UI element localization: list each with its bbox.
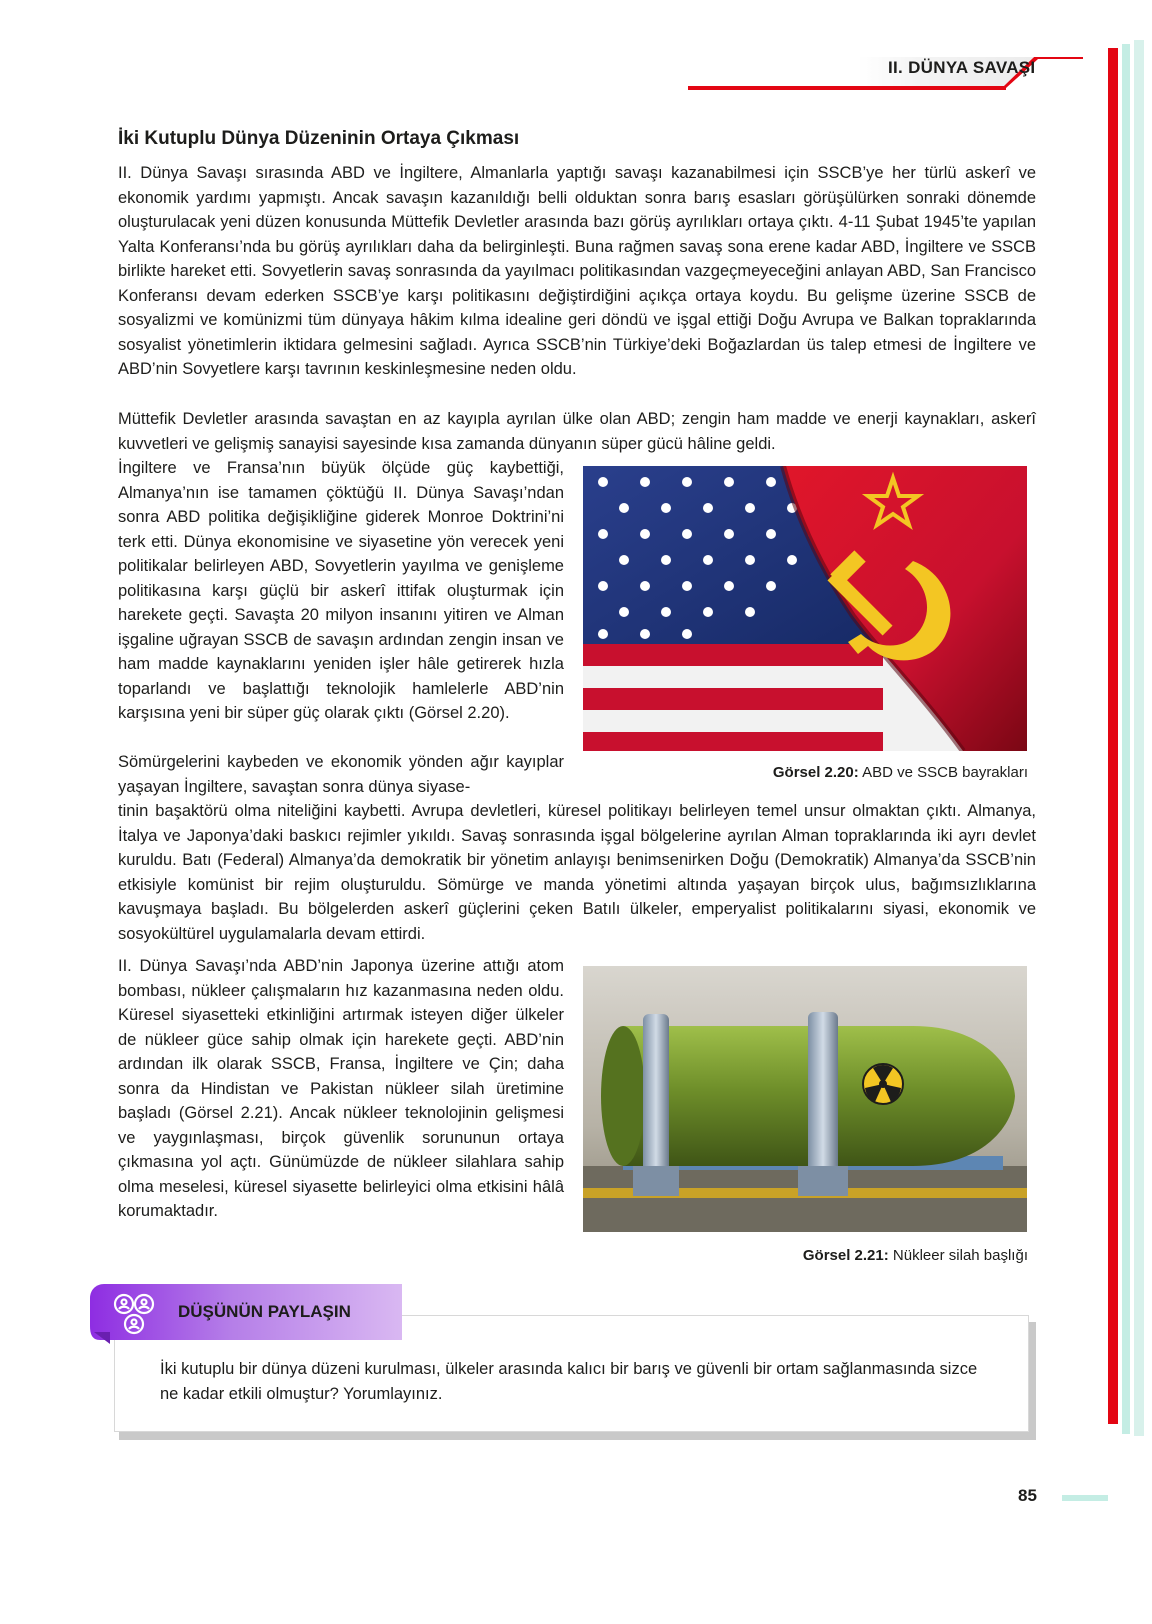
- think-share-label: DÜŞÜNÜN PAYLAŞIN: [178, 1302, 351, 1321]
- paragraph-britain-losses: Sömürgelerini kaybeden ve ekonomik yönden ağır kayıplar yaşayan İngiltere, savaştan sonra dünya siyase-: [118, 753, 564, 796]
- section-title: İki Kutuplu Dünya Düzeninin Ortaya Çıkması: [118, 128, 520, 149]
- figure-label: Görsel 2.21:: [802, 1247, 889, 1264]
- usa-ussr-flags-image: [583, 466, 1027, 751]
- nuclear-warhead-image: [583, 966, 1027, 1232]
- figure-caption-text: ABD ve SSCB bayrakları: [862, 764, 1028, 781]
- page-number: 85: [1018, 1486, 1037, 1505]
- page-edge-stripes: [1108, 0, 1152, 1624]
- paragraph-usa-superpower: Müttefik Devletler arasında savaştan en az kayıpla ayrılan ülke olan ABD; zengin ham madde ve enerji kaynakları, askerî kuvvetleri ve gelişmiş sanayisi sayesinde kısa zamanda dünyanın süper gücü hâline geldi.: [118, 410, 1036, 453]
- figure-caption-2-20: [583, 764, 1028, 781]
- paragraph-policy-change: İngiltere ve Fransa’nın büyük ölçüde güç kaybettiği, Almanya’nın ise tamamen çöktüğü II. Dünya Savaşı’ndan sonra ABD politika değişikliğine giderek Monroe Doktrini’ni terk etti. Dünya ekonomisine ve siyasetine yön verecek yeni politikalar belirleyen ABD, Sovyetlerin yayılma ve genişleme politikasına karşı güçlü bir askerî ittifak oluşturmak için harekete geçti. Savaşta 20 milyon insanını yitiren ve Alman işgaline uğrayan SSCB de savaşın ardından zengin insan ve ham madde kaynaklarını yeniden işler hâle getirerek hızla toparlandı ve başlattığı teknolojik hamlelerle ABD’nin karşısına yeni bir süper güç olarak çıktı (Görsel 2.20).: [118, 459, 564, 722]
- figure-caption-2-21: [583, 1247, 1028, 1264]
- paragraph-nuclear-race: II. Dünya Savaşı’nda ABD’nin Japonya üzerine attığı atom bombası, nükleer çalışmaların hız kazanmasına neden oldu. Küresel siyasetteki etkinliğini artırmak isteyen diğer ülkeler de nükleer güce sahip olmak için harekete geçti. ABD’nin ardından ilk olarak SSCB, Fransa, İngiltere ve Çin; daha sonra da Hindistan ve Pakistan nükleer silah üretimine başladı (Görsel 2.21). Ancak nükleer teknolojinin gelişmesi ve yaygınlaşması, birçok güvenlik sorununun ortaya çıkmasına yol açtı. Günümüzde de nükleer silahlara sahip olma meselesi, küresel siyasette belirleyici olma etkisini hâlâ korumaktadır.: [118, 957, 564, 1220]
- chapter-title: II. DÜNYA SAVAŞI: [888, 58, 1036, 77]
- paragraph-bipolar-origins: II. Dünya Savaşı sırasında ABD ve İngiltere, Almanlarla yaptığı savaşı kazanabilmesi için SSCB’ye her türlü askerî ve ekonomik yardımı yapmıştı. Ancak savaşın kazanıldığı belli olduktan sonra barış esasları görüşülürken sonraki dönemde oluşturulacak yeni düzen konusunda Müttefik Devletler arasında bazı görüş ayrılıkları ortaya çıktı. 4-11 Şubat 1945’te yapılan Yalta Konferansı’nda bu görüş ayrılıkları daha da belirginleşti. Buna rağmen savaş sona erene kadar ABD, İngiltere ve SSCB birlikte hareket etti. Sovyetlerin savaş sonrasında da yayılmacı politikasından vazgeçmeyeceğini anlayan ABD, San Francisco Konferansı devam ederken SSCB’ye karşı politikasını değiştirdiğini açıkça ortaya koydu. Bu gelişme üzerine SSCB de sosyalizmi ve komünizmi tüm dünyaya hâkim kılma idealine geri döndü ve işgal ettiği Doğu Avrupa ve Balkan topraklarında sosyalist yönetimlerin iktidara gelmesini sağladı. Ayrıca SSCB’nin Türkiye’deki Boğazlardan üs talep etmesi de İngiltere ve ABD’nin Sovyetlere karşı tavrının keskinleşmesine neden oldu.: [118, 164, 1036, 378]
- footer-accent-line: [1062, 1495, 1108, 1501]
- think-share-question: İki kutuplu bir dünya düzeni kurulması, ülkeler arasında kalıcı bir barış ve güvenli bir ortam sağlanmasında sizce ne kadar etkili olmuştur? Yorumlayınız.: [160, 1360, 978, 1403]
- figure-caption-text: Nükleer silah başlığı: [892, 1247, 1028, 1264]
- discussion-people-icon: [110, 1292, 158, 1338]
- paragraph-europe-decline: tinin başaktörü olma niteliğini kaybetti. Avrupa devletleri, küresel politikayı belirleyen temel unsur olmaktan çıktı. Almanya, İtalya ve Japonya’daki baskıcı rejimler yıkıldı. Savaş sonrasında işgal bölgelerine ayrılan Alman topraklarında iki ayrı devlet kuruldu. Batı (Federal) Almanya’da demokratik bir yönetim anlayışı benimsenirken Doğu (Demokratik) Almanya’da SSCB’nin etkisiyle komünist bir rejim oluşturuldu. Sömürge ve manda yönetimi altında yaşayan birçok ulus, bağımsızlıklarına kavuşmaya başladı. Bu bölgelerden askerî güçlerini çeken Batılı ülkeler, emperyalist politikalarını siyasi, ekonomik ve sosyokültürel uygulamalarla devam ettirdi.: [118, 802, 1036, 943]
- figure-label: Görsel 2.20:: [772, 764, 859, 781]
